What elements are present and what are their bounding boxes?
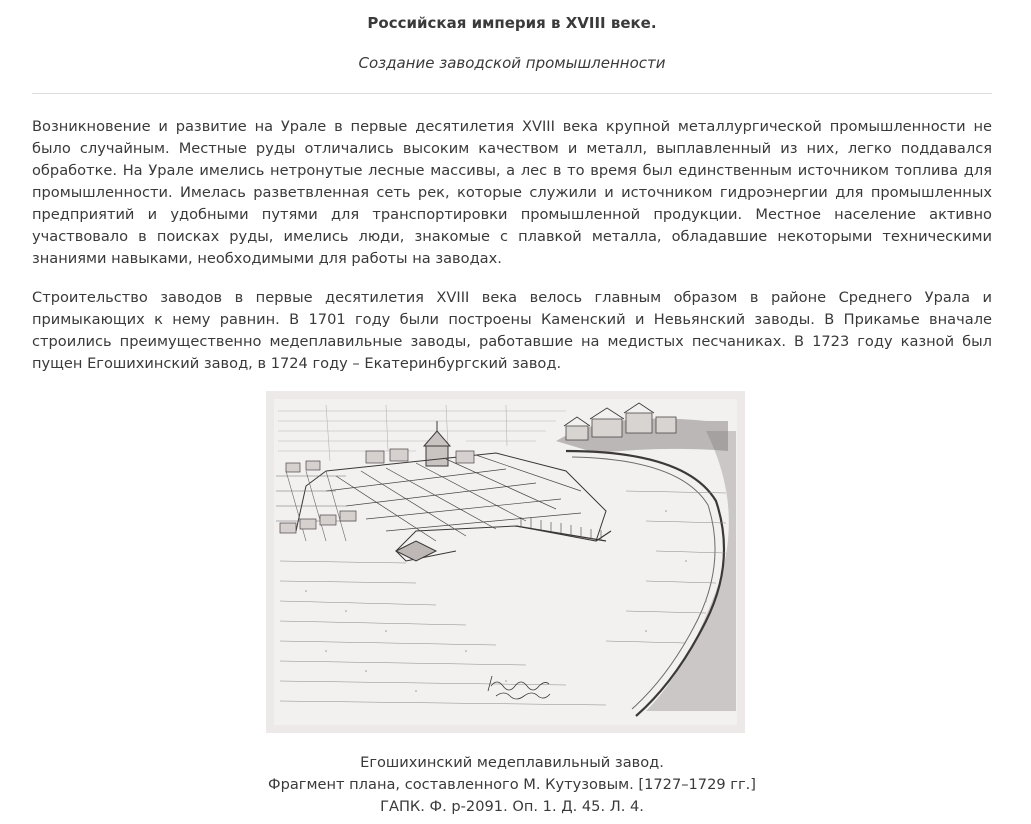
header-divider: [32, 93, 992, 94]
article-paragraph-1: Возникновение и развитие на Урале в первые десятилетия XVIII века крупной металлургической промышленности не было случайным. Местные руды отличались высоким качеством и металл, выплавленный из них, легко поддавался обработке. На Урале имелись нетронутые лесные массивы, а лес в то время был единственным источником топлива для промышленности. Имелась разветвленная сеть рек, которые служили и источником гидроэнергии для промышленных предприятий и удобными путями для транспортировки промышленной продукции. Местное население активно участвовало в поисках руды, имелись люди, знакомые с плавкой металла, обладавшие некоторыми техническими знаниями навыками, необходимыми для работы на заводах.: [32, 118, 992, 267]
page-title: Российская империя в XVIII веке.: [367, 14, 657, 32]
caption-line-1: Егошихинский медеплавильный завод.: [360, 754, 664, 771]
figure-caption: [0, 752, 1024, 818]
article-paragraph-2: Строительство заводов в первые десятилетия XVIII века велось главным образом в районе Среднего Урала и примыкающих к нему равнин. В 1701 году были построены Каменский и Невьянский заводы. В Прикамье вначале строились преимущественно медеплавильные заводы, работавшие на медистых песчаниках. В 1723 году казной был пущен Егошихинский завод, в 1724 году – Екатеринбургский завод.: [32, 289, 992, 372]
caption-line-3: ГАПК. Ф. р-2091. Оп. 1. Д. 45. Л. 4.: [380, 798, 644, 815]
page-subtitle: Создание заводской промышленности: [358, 54, 666, 72]
factory-plan-image: [266, 391, 745, 733]
factory-plan-drawing: [266, 391, 745, 733]
caption-line-2: Фрагмент плана, составленного М. Кутузовым. [1727–1729 гг.]: [268, 776, 756, 793]
